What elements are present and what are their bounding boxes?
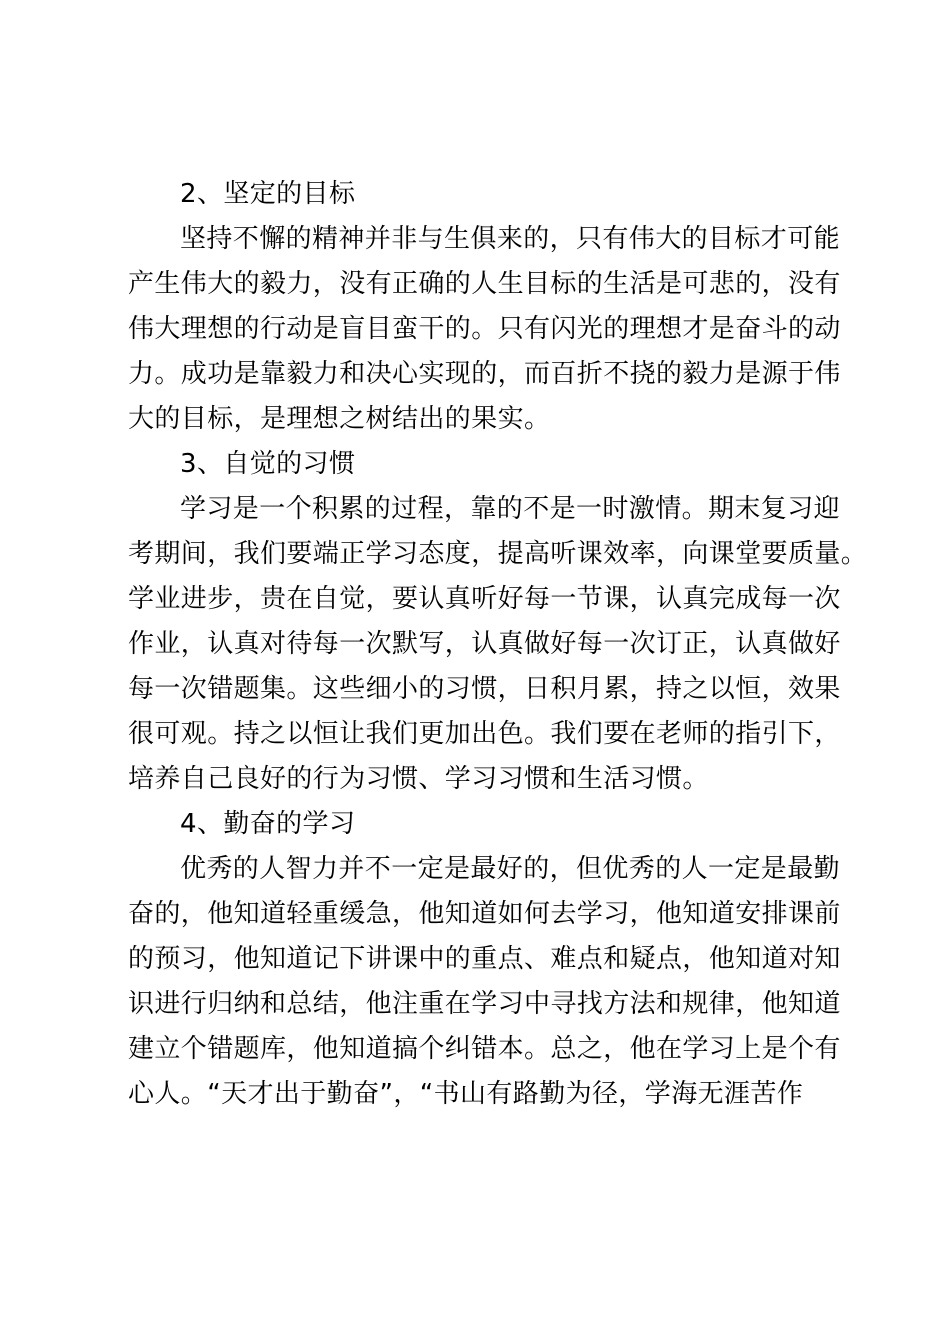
text-line: 考期间，我们要端正学习态度，提高听课效率，向课堂要质量。: [128, 539, 868, 569]
text-line: 3、自觉的习惯: [180, 449, 356, 479]
text-line: 每一次错题集。这些细小的习惯，日积月累，持之以恒，效果: [128, 674, 841, 704]
heading-self-discipline: [128, 442, 840, 487]
text-line: 培养自己良好的行为习惯、学习习惯和生活习惯。: [128, 764, 709, 794]
paragraph-diligent-study: [128, 847, 840, 1117]
text-line: 大的目标，是理想之树结出的果实。: [128, 404, 551, 434]
text-line: 建立个错题库，他知道搞个纠错本。总之，他在学习上是个有: [128, 1034, 841, 1064]
text-line: 奋的，他知道轻重缓急，他知道如何去学习，他知道安排课前: [128, 899, 841, 929]
text-line: 2、坚定的目标: [180, 179, 356, 209]
text-line: 伟大理想的行动是盲目蛮干的。只有闪光的理想才是奋斗的动: [128, 314, 841, 344]
text-line: 心人。“天才出于勤奋”，“书山有路勤为径，学海无涯苦作: [128, 1079, 804, 1109]
text-line: 的预习，他知道记下讲课中的重点、难点和疑点，他知道对知: [128, 944, 841, 974]
text-line: 学习是一个积累的过程，靠的不是一时激情。期末复习迎: [180, 494, 841, 524]
text-line: 产生伟大的毅力，没有正确的人生目标的生活是可悲的，没有: [128, 269, 841, 299]
text-line: 很可观。持之以恒让我们更加出色。我们要在老师的指引下，: [128, 719, 841, 749]
paragraph-self-discipline: [128, 487, 868, 802]
text-line: 力。成功是靠毅力和决心实现的，而百折不挠的毅力是源于伟: [128, 359, 841, 389]
text-line: 4、勤奋的学习: [180, 809, 356, 839]
text-line: 作业，认真对待每一次默写，认真做好每一次订正，认真做好: [128, 629, 841, 659]
text-line: 识进行归纳和总结，他注重在学习中寻找方法和规律，他知道: [128, 989, 841, 1019]
text-line: 优秀的人智力并不一定是最好的，但优秀的人一定是最勤: [180, 854, 841, 884]
document-body: [128, 172, 868, 1117]
heading-firm-goal: [128, 172, 840, 217]
paragraph-firm-goal: [128, 217, 840, 442]
heading-diligent-study: [128, 802, 840, 847]
text-line: 坚持不懈的精神并非与生俱来的，只有伟大的目标才可能: [180, 224, 841, 254]
text-line: 学业进步，贵在自觉，要认真听好每一节课，认真完成每一次: [128, 584, 841, 614]
